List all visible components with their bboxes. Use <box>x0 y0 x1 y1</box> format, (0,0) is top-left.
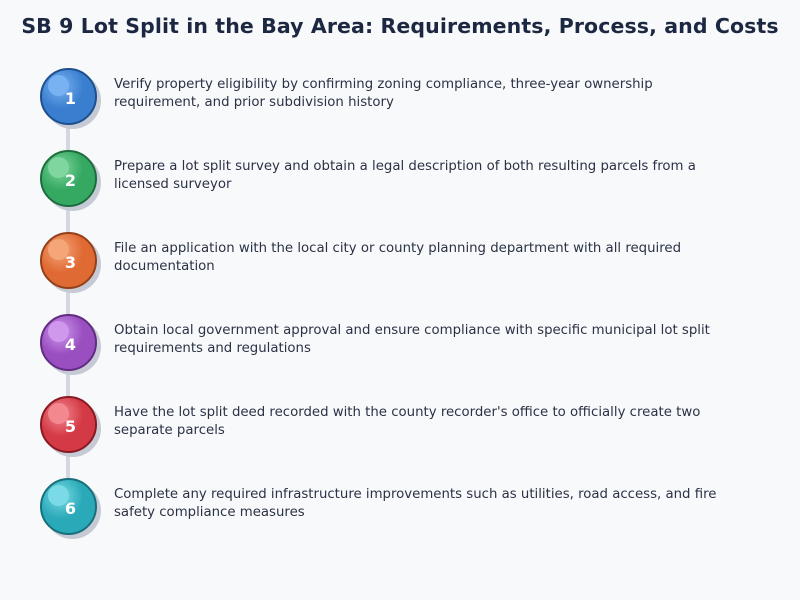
step-6-number: 6 <box>64 499 77 518</box>
step-2-text: Prepare a lot split survey and obtain a legal description of both resulting parcels from a licensed surveyor <box>114 159 696 192</box>
step-3-text: File an application with the local city or county planning department with all required documentation <box>114 241 682 274</box>
step-5-number: 5 <box>64 417 77 436</box>
step-2-circle <box>40 150 97 207</box>
step-3-marker <box>40 232 100 292</box>
step-2 <box>0 150 800 220</box>
step-1-circle <box>40 68 97 125</box>
step-2-number: 2 <box>64 171 77 190</box>
step-1-marker <box>40 68 100 128</box>
step-4 <box>0 314 800 384</box>
step-6 <box>0 478 800 548</box>
step-3-number: 3 <box>64 253 77 272</box>
step-4-number: 4 <box>64 335 77 354</box>
page-title: SB 9 Lot Split in the Bay Area: Requirements, Process, and Costs <box>21 14 779 38</box>
step-5 <box>0 396 800 466</box>
step-6-marker <box>40 478 100 538</box>
step-2-marker <box>40 150 100 210</box>
step-3 <box>0 232 800 302</box>
step-1-text: Verify property eligibility by confirming zoning compliance, three-year ownership requirement, and prior subdivision history <box>114 77 653 110</box>
step-3-circle <box>40 232 97 289</box>
step-5-circle <box>40 396 97 453</box>
step-5-marker <box>40 396 100 456</box>
step-6-text: Complete any required infrastructure improvements such as utilities, road access, and fire safety compliance measures <box>114 487 717 520</box>
step-1 <box>0 68 800 138</box>
step-4-circle <box>40 314 97 371</box>
step-6-circle <box>40 478 97 535</box>
step-4-marker <box>40 314 100 374</box>
step-1-number: 1 <box>64 89 77 108</box>
step-5-text: Have the lot split deed recorded with the county recorder's office to officially create two separate parcels <box>114 405 701 438</box>
step-4-text: Obtain local government approval and ensure compliance with specific municipal lot split requirements and regulations <box>114 323 710 356</box>
